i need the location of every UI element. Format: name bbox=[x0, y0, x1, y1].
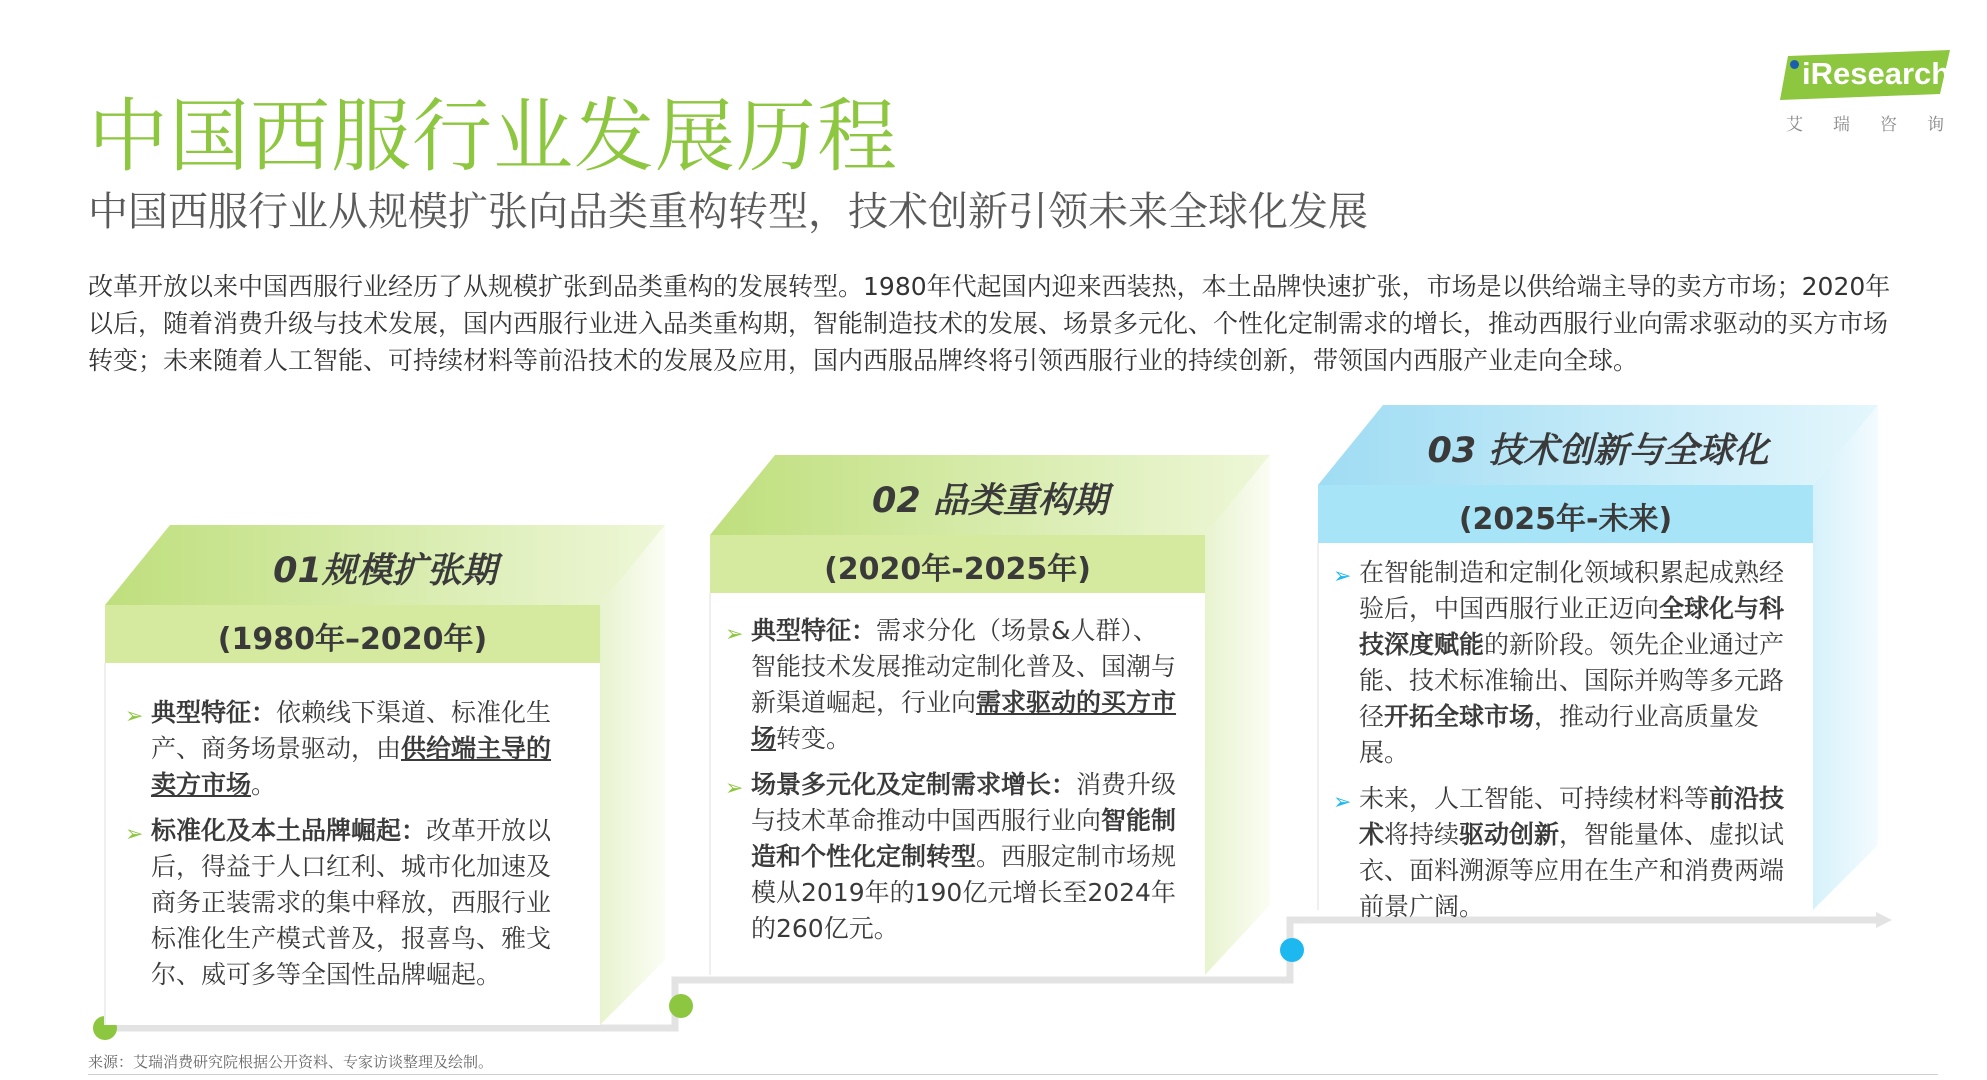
stage-card-1 bbox=[105, 520, 665, 1025]
bullet-arrow-icon: ➢ bbox=[125, 704, 144, 729]
bullet-text: 场景多元化及定制需求增长： bbox=[751, 770, 1077, 799]
stage-name-3: 03 技术创新与全球化 bbox=[1427, 431, 1769, 471]
bullet-arrow-icon: ➢ bbox=[1333, 564, 1352, 589]
stage-period-3: (2025年-未来) bbox=[1458, 502, 1673, 537]
timeline-dot-3 bbox=[1280, 938, 1304, 962]
bullet-text: 改革开放以后，得益于人口红利、城市化加速及商务正装需求的集中释放，西服行业标准化生产模式普及，报喜鸟、雅戈尔、威可多等全国性品牌崛起。 bbox=[151, 816, 552, 989]
bullet-text: 转变。 bbox=[776, 724, 852, 753]
logo-subtext: 艾瑞咨询 bbox=[1786, 115, 1974, 135]
source-note: 来源：艾瑞消费研究院根据公开资料、专家访谈整理及绘制。 bbox=[88, 1053, 494, 1071]
bullet-text: 供给端主导的卖方市场 bbox=[151, 734, 552, 799]
bullet-arrow-icon: ➢ bbox=[1333, 790, 1352, 815]
bullet-text: 驱动创新 bbox=[1459, 820, 1560, 849]
page-subtitle: 中国西服行业从规模扩张向品类重构转型，技术创新引领未来全球化发展 bbox=[88, 189, 1368, 235]
bullet-text: 需求驱动的买方市场 bbox=[751, 688, 1177, 753]
bullet-arrow-icon: ➢ bbox=[725, 776, 744, 801]
stage-3-bullet bbox=[1333, 555, 1793, 771]
bullet-text: 。西服定制市场规模从2019年的190亿元增长至2024年的260亿元。 bbox=[751, 842, 1177, 943]
bullet-text: 标准化及本土品牌崛起： bbox=[151, 816, 427, 845]
bullet-text: 的新阶段。领先企业通过产能、技术标准输出、国际并购等多元路径 bbox=[1359, 630, 1785, 731]
iresearch-logo bbox=[1780, 50, 1974, 135]
bullet-text: 依赖线下渠道、标准化生产、商务场景驱动，由 bbox=[151, 698, 552, 763]
stage-name-1: 01规模扩张期 bbox=[273, 551, 497, 591]
bullet-text: 将持续 bbox=[1384, 820, 1460, 849]
stage-1-bullet bbox=[125, 813, 565, 993]
bullet-arrow-icon: ➢ bbox=[725, 622, 744, 647]
bullet-text: 全球化与科技深度赋能 bbox=[1359, 594, 1785, 659]
stage-name-2: 02 品类重构期 bbox=[872, 481, 1108, 521]
footer-divider bbox=[88, 1074, 1938, 1075]
timeline-dot-2 bbox=[669, 994, 693, 1018]
stage-bullets-1 bbox=[125, 695, 565, 1003]
bullet-text: 典型特征： bbox=[151, 698, 277, 727]
bullet-text: 前沿技术 bbox=[1359, 784, 1785, 849]
bullet-text: 。 bbox=[251, 770, 277, 799]
stage-card-3 bbox=[1318, 405, 1878, 921]
page-title: 中国西服行业发展历程 bbox=[88, 90, 898, 183]
stage-period-1: (1980年–2020年) bbox=[217, 622, 488, 657]
bullet-arrow-icon: ➢ bbox=[125, 822, 144, 847]
stage-card-2 bbox=[710, 455, 1270, 975]
stage-3-bullet bbox=[1333, 781, 1793, 925]
logo-dot bbox=[1790, 60, 1799, 69]
bullet-text: 智能制造和个性化定制转型 bbox=[751, 806, 1177, 871]
stage-2-bullet bbox=[725, 767, 1180, 947]
stage-bullets-3 bbox=[1333, 555, 1793, 935]
bullet-text: ，推动行业高质量发展。 bbox=[1359, 702, 1760, 767]
bullet-text: 在智能制造和定制化领域积累起成熟经验后，中国西服行业正迈向 bbox=[1359, 558, 1785, 623]
bullet-text: 典型特征： bbox=[751, 616, 877, 645]
stage-2-bullet bbox=[725, 613, 1180, 757]
bullet-text: 未来，人工智能、可持续材料等 bbox=[1359, 784, 1710, 813]
bullet-text: 需求分化（场景&人群）、智能技术发展推动定制化普及、国潮与新渠道崛起，行业向 bbox=[751, 616, 1177, 717]
stage-1-bullet bbox=[125, 695, 565, 803]
bullet-text: 开拓全球市场 bbox=[1384, 702, 1535, 731]
bullet-text: 消费升级与技术革命推动中国西服行业向 bbox=[751, 770, 1177, 835]
stage-bullets-2 bbox=[725, 613, 1180, 957]
stage-period-2: (2020年-2025年) bbox=[824, 552, 1091, 587]
intro-paragraph: 改革开放以来中国西服行业经历了从规模扩张到品类重构的发展转型。1980年代起国内迎来西装热，本土品牌快速扩张，市场是以供给端主导的卖方市场；2020年以后，随着消费升级与技术发展，国内西服行业进入品类重构期，智能制造技术的发展、场景多元化、个性化定制需求的增长，推动西服行业向需求驱动的买方市场转变；未来随着人工智能、可持续材料等前沿技术的发展及应用，国内西服品牌终将引领西服行业的持续创新，带领国内西服产业走向全球。 bbox=[88, 272, 1891, 375]
logo-brand-text: iResearch bbox=[1802, 56, 1951, 91]
bullet-text: ，智能量体、虚拟试衣、面料溯源等应用在生产和消费两端前景广阔。 bbox=[1359, 820, 1785, 921]
